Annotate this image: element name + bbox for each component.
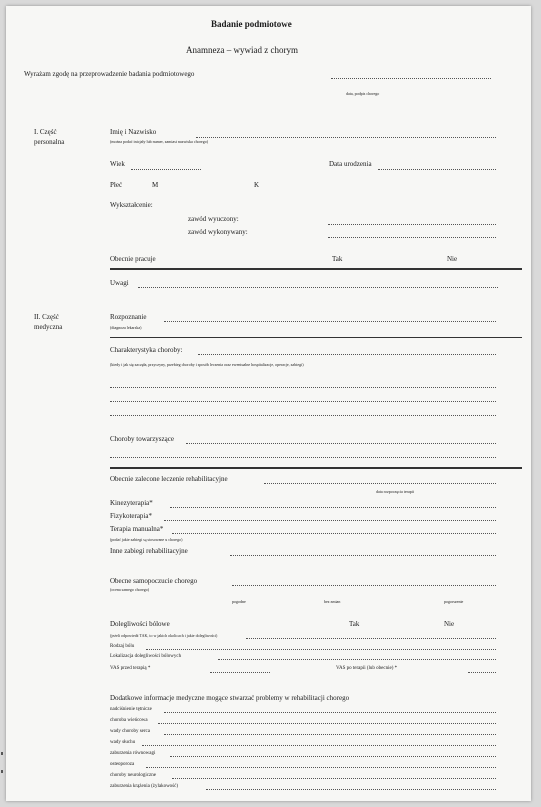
notes-field[interactable] xyxy=(138,287,498,288)
currently-working-label: Obecnie pracuje xyxy=(110,255,156,263)
form-title: Badanie podmiotowe xyxy=(211,19,292,29)
section1-header-line2: personalna xyxy=(34,138,65,146)
list-item-field[interactable] xyxy=(172,778,496,779)
wellbeing-note: (ocena samego chorego) xyxy=(110,587,150,592)
pain-field[interactable] xyxy=(246,638,496,639)
vas-after-field[interactable] xyxy=(468,672,496,673)
list-item: zaburzenia równowagi xyxy=(110,751,156,756)
vas-after-label: VAS po terapii (lub obecnie) * xyxy=(336,666,398,671)
form-subtitle: Anamneza – wywiad z chorym xyxy=(186,45,298,55)
pain-char-label: Rodzaj bólu xyxy=(110,644,135,649)
name-note: (można podać inicjały lub numer, zamiast nazwiska chorego) xyxy=(110,139,209,144)
characteristics-note: (kiedy i jak się zaczęła, przyczyny, przebieg choroby i sposób leczenia oraz ewentualne hospitalizacje, operacje, zabiegi) xyxy=(110,362,304,367)
consent-label: Wyrażam zgodę na przeprowadzenie badania podmiotowego xyxy=(24,70,195,78)
wellbeing-field[interactable] xyxy=(232,585,496,586)
pain-location-label: Lokalizacja dolegliwości bólowych xyxy=(110,654,182,659)
education-label: Wykształcenie: xyxy=(110,201,153,209)
physio-field[interactable] xyxy=(164,520,496,521)
consent-note: data, podpis chorego xyxy=(346,91,380,96)
pain-note: (jeżeli odpowiedź TAK, to w jakich okolicach i jakie dolegliwości) xyxy=(110,633,218,638)
list-item-field[interactable] xyxy=(164,734,496,735)
diagnosis-label: Rozpoznanie xyxy=(110,313,147,321)
date-label: Data urodzenia xyxy=(329,160,372,168)
list-item: choroba wieńcowa xyxy=(110,718,148,723)
divider xyxy=(110,337,522,338)
physio-label: Fizykoterapia* xyxy=(110,512,152,520)
birthdate-field[interactable] xyxy=(378,169,496,170)
vas-before-label: VAS przed terapią * xyxy=(110,666,151,671)
wellbeing-good-option[interactable]: pogodne xyxy=(232,599,246,604)
section2-header-line1: II. Część xyxy=(34,313,59,321)
list-item-field[interactable] xyxy=(170,756,496,757)
list-item: nadciśnienie tętnicze xyxy=(110,707,152,712)
pain-yes-option[interactable]: Tak xyxy=(349,620,360,628)
characteristics-label: Charakterystyka choroby: xyxy=(110,346,183,354)
age-label: Wiek xyxy=(110,160,125,168)
list-item: osteoporoza xyxy=(110,762,135,767)
other-rehab-field[interactable] xyxy=(230,555,496,556)
characteristics-line[interactable] xyxy=(110,387,496,388)
notes-label: Uwagi xyxy=(110,279,129,287)
kinesio-label: Kinezyterapia* xyxy=(110,499,153,507)
consent-field[interactable] xyxy=(331,78,491,79)
list-item-field[interactable] xyxy=(158,723,496,724)
list-item-field[interactable] xyxy=(164,712,496,713)
diagnosis-note: (diagnoza lekarska) xyxy=(110,325,142,330)
working-yes-option[interactable]: Tak xyxy=(332,255,343,263)
list-item: wady choroby serca xyxy=(110,729,150,734)
working-no-option[interactable]: Nie xyxy=(447,255,458,263)
comorbid-line[interactable] xyxy=(110,457,496,458)
kinesio-field[interactable] xyxy=(170,507,496,508)
scan-mark xyxy=(1,752,3,755)
pain-no-option[interactable]: Nie xyxy=(444,620,455,628)
wellbeing-worse-option[interactable]: pogorszenie xyxy=(444,599,464,604)
extra-info-label: Dodatkowe informacje medyczne mogące stwarzać problemy w rehabilitacji chorego xyxy=(110,694,350,702)
list-item-field[interactable] xyxy=(146,767,496,768)
other-rehab-label: Inne zabiegi rehabilitacyjne xyxy=(110,547,188,555)
massage-label: Terapia manualna* xyxy=(110,525,164,533)
pain-label: Dolegliwości bólowe xyxy=(110,620,170,628)
divider xyxy=(110,268,522,270)
profession-learned-label: zawód wyuczony: xyxy=(188,215,239,223)
comorbid-field[interactable] xyxy=(186,443,496,444)
section2-header-line2: medyczna xyxy=(34,323,63,331)
massage-note: (podać jakie zabiegi są stosowane u chorego) xyxy=(110,537,183,542)
scan-mark xyxy=(1,770,3,773)
divider xyxy=(110,467,522,469)
section1-header-line1: I. Część xyxy=(34,128,57,136)
form-sheet xyxy=(6,6,531,801)
characteristics-line[interactable] xyxy=(110,415,496,416)
sex-label: Płeć xyxy=(110,181,123,189)
vas-before-field[interactable] xyxy=(210,672,270,673)
list-item: wady słuchu xyxy=(110,740,136,745)
list-item: zaburzenia krążenia (żylakowość) xyxy=(110,784,179,789)
profession-practiced-field[interactable] xyxy=(328,237,496,238)
wellbeing-neutral-option[interactable]: bez zmian xyxy=(324,599,341,604)
sex-k-option[interactable]: K xyxy=(254,181,260,189)
list-item-field[interactable] xyxy=(206,789,496,790)
list-item-field[interactable] xyxy=(142,745,496,746)
profession-learned-field[interactable] xyxy=(328,224,496,225)
pain-location-field[interactable] xyxy=(218,659,496,660)
name-label: Imię i Nazwisko xyxy=(110,128,157,136)
rehab-label: Obecnie zalecone leczenie rehabilitacyjne xyxy=(110,475,228,483)
list-item: choroby neurologiczne xyxy=(110,773,156,778)
rehab-field[interactable] xyxy=(264,483,496,484)
rehab-note: data rozpoczęcia terapii xyxy=(376,489,414,494)
wellbeing-label: Obecne samopoczucie chorego xyxy=(110,577,198,585)
name-field[interactable] xyxy=(196,137,496,138)
age-field[interactable] xyxy=(131,169,201,170)
pain-char-field[interactable] xyxy=(146,649,496,650)
sex-m-option[interactable]: M xyxy=(152,181,159,189)
diagnosis-field[interactable] xyxy=(164,321,496,322)
massage-field[interactable] xyxy=(172,533,496,534)
characteristics-field[interactable] xyxy=(198,354,496,355)
characteristics-line[interactable] xyxy=(110,401,496,402)
profession-practiced-label: zawód wykonywany: xyxy=(188,228,248,236)
comorbid-label: Choroby towarzyszące xyxy=(110,435,174,443)
